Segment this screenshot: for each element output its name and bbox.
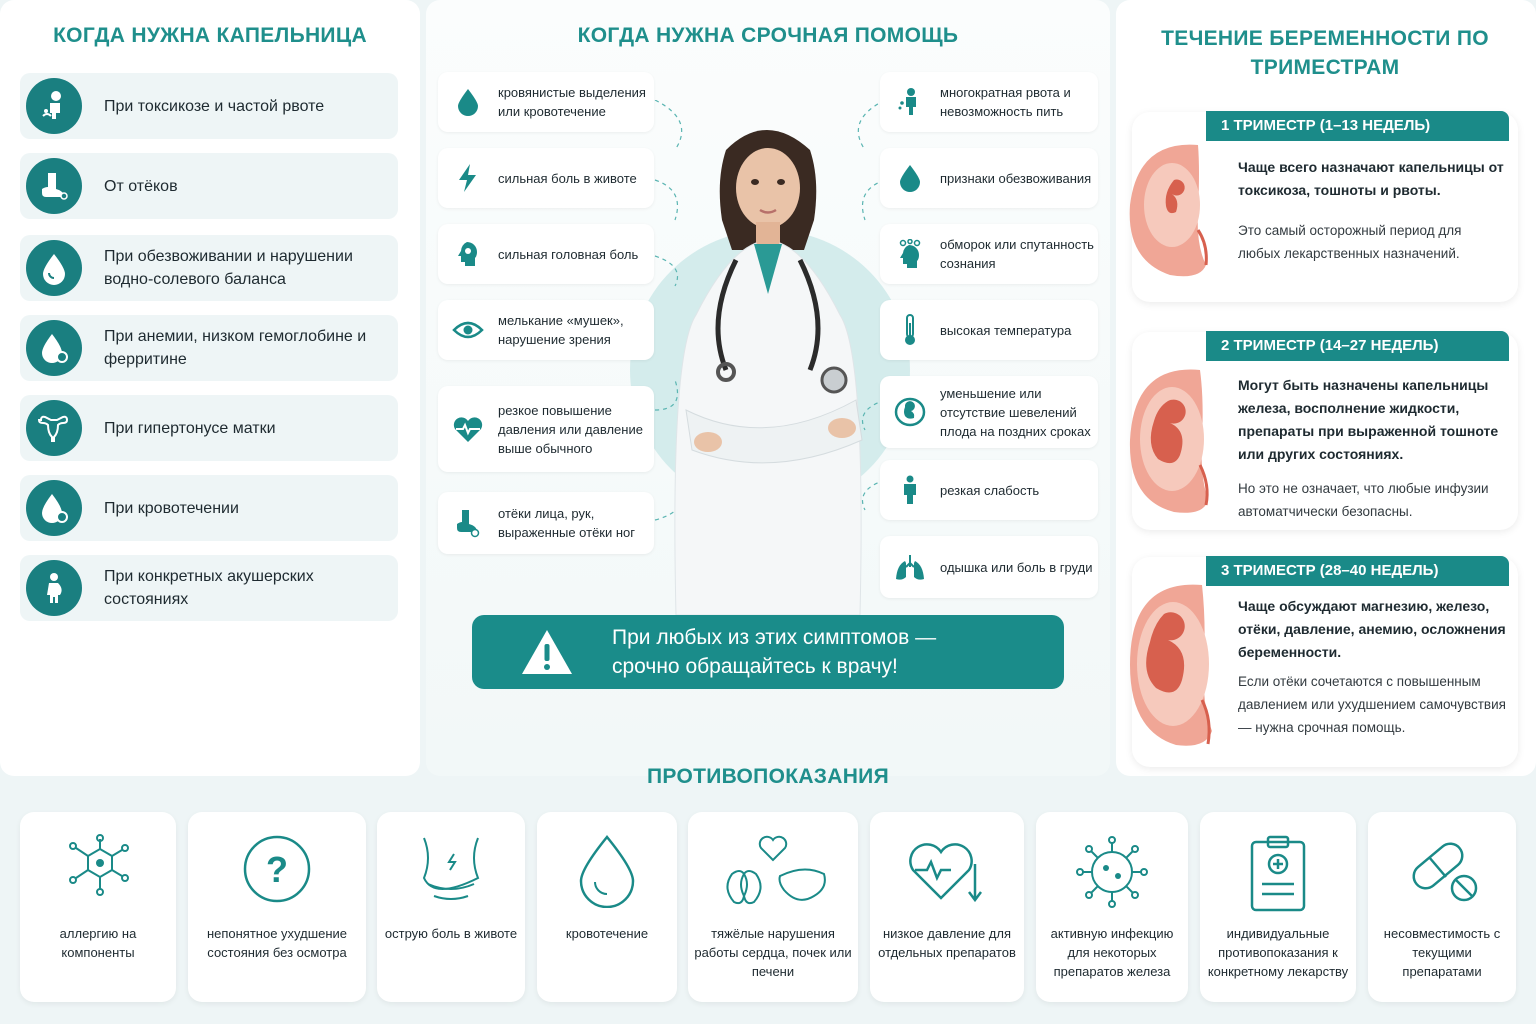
trimester-tab: 1 ТРИМЕСТР (1–13 НЕДЕЛЬ) — [1206, 111, 1509, 141]
urgent-item — [880, 300, 1098, 360]
contraindications-title: ПРОТИВОПОКАЗАНИЯ — [647, 765, 889, 788]
urgent-item — [880, 72, 1098, 132]
list-item-label: При токсикозе и частой рвоте — [104, 97, 325, 115]
list-item — [20, 153, 398, 219]
lightning-icon — [444, 163, 492, 193]
list-item — [20, 235, 398, 301]
middle-section-title: КОГДА НУЖНА СРОЧНАЯ ПОМОЩЬ — [577, 24, 959, 47]
urgent-item-label: отёки лица, рук, выраженные отёки ног — [498, 506, 636, 540]
contraindication-label: острую боль в животе — [384, 926, 518, 941]
list-item — [20, 395, 398, 461]
lungs-icon — [886, 553, 934, 581]
urgent-item — [880, 148, 1098, 208]
blood-drop-icon — [26, 480, 82, 536]
eye-icon — [444, 320, 492, 340]
pills-icon — [1368, 834, 1516, 904]
head-pain-icon — [444, 240, 492, 268]
urgent-item — [438, 492, 654, 554]
trimester-tab: 3 ТРИМЕСТР (28–40 НЕДЕЛЬ) — [1206, 556, 1509, 586]
pregnant-woman-icon — [26, 560, 82, 616]
weak-person-icon — [886, 475, 934, 505]
trimester-bold-text: Чаще всего назначают капельницы от токсикоза, тошноты и рвоты. — [1238, 159, 1504, 198]
urgent-item — [438, 224, 654, 284]
list-item-label: При анемии, низком гемоглобине и ферритине — [104, 328, 367, 368]
uterus-trimester-2-illustration — [1128, 365, 1228, 515]
contraindication-card — [1200, 812, 1356, 1002]
contraindication-label: индивидуальные противопоказания к конкретному лекарству — [1207, 926, 1349, 979]
abdomen-pain-icon — [377, 834, 525, 906]
urgent-item — [880, 536, 1098, 598]
drop-icon — [444, 88, 492, 116]
list-item-label: При кровотечении — [104, 499, 239, 517]
contraindication-card — [20, 812, 176, 1002]
list-item — [20, 555, 398, 621]
urgent-item — [880, 460, 1098, 520]
trimester-bold-text: Могут быть назначены капельницы железа, восполнение жидкости, препараты при выраженной тошноте или других состояниях. — [1238, 377, 1499, 462]
contraindication-label: тяжёлые нарушения работы сердца, почек или печени — [694, 926, 852, 979]
warning-icon — [512, 627, 582, 677]
urgent-item — [880, 224, 1098, 284]
blood-drop-icon — [26, 320, 82, 376]
urgent-item-label: резкая слабость — [940, 482, 1040, 498]
heart-low-pressure-icon — [870, 834, 1024, 906]
urgent-item-label: уменьшение или отсутствие шевелений плода на поздних сроках — [940, 385, 1091, 439]
contraindication-label: непонятное ухудшение состояния без осмотра — [206, 926, 348, 960]
left-section-title: КОГДА НУЖНА КАПЕЛЬНИЦА — [53, 24, 367, 47]
trimester-text: Если отёки сочетаются с повышенным давлением или ухудшением самочувствия — нужна срочная помощь. — [1238, 674, 1506, 735]
contraindication-label: активную инфекцию для некоторых препаратов железа — [1050, 926, 1174, 979]
contraindication-card — [1368, 812, 1516, 1002]
urgent-item-label: обморок или спутанность сознания — [940, 237, 1094, 271]
urgent-item-label: кровянистые выделения или кровотечение — [498, 85, 646, 119]
fetus-icon — [886, 397, 934, 427]
swollen-foot-icon — [26, 158, 82, 214]
contraindication-label: низкое давление для отдельных препаратов — [878, 926, 1016, 960]
svg-text:?: ? — [266, 849, 288, 890]
contraindication-label: кровотечение — [565, 926, 649, 941]
question-icon — [188, 834, 366, 904]
alert-text: При любых из этих симптомов — срочно обращайтесь к врачу! — [612, 626, 937, 678]
contraindication-card — [688, 812, 858, 1002]
urgent-item — [880, 376, 1098, 448]
nausea-person-icon — [26, 78, 82, 134]
urgent-item-label: резкое повышение давления или давление выше обычного — [498, 402, 643, 456]
medical-clipboard-icon — [1200, 834, 1356, 914]
urgent-alert-banner — [472, 615, 1064, 689]
list-item — [20, 475, 398, 541]
contraindication-label: несовместимость с текущими препаратами — [1383, 926, 1501, 979]
molecule-icon — [20, 834, 176, 904]
urgent-item-label: одышка или боль в груди — [940, 559, 1093, 575]
urgent-item — [438, 72, 654, 132]
uterus-trimester-3-illustration — [1128, 580, 1228, 750]
urgent-item-label: сильная боль в животе — [498, 170, 637, 186]
list-item-label: При обезвоживании и нарушении водно-солевого баланса — [104, 248, 353, 288]
thermometer-icon — [886, 313, 934, 347]
urgent-item — [438, 148, 654, 208]
uterus-trimester-1-illustration — [1128, 140, 1228, 280]
list-item — [20, 315, 398, 381]
right-section-title: ТЕЧЕНИЕ БЕРЕМЕННОСТИ ПО ТРИМЕСТРАМ — [1161, 27, 1489, 79]
urgent-item-label: сильная головная боль — [498, 246, 639, 262]
urgent-item — [438, 386, 654, 472]
contraindication-card — [537, 812, 677, 1002]
contraindication-card — [1036, 812, 1188, 1002]
urgent-item-label: признаки обезвоживания — [940, 170, 1092, 186]
urgent-item — [438, 300, 654, 360]
contraindication-label: аллергию на компоненты — [59, 926, 137, 960]
trimester-bold-text: Чаще обсуждают магнезию, железо, отёки, давление, анемию, осложнения беременности. — [1238, 598, 1506, 660]
organs-icon — [688, 834, 858, 910]
contraindication-card — [188, 812, 366, 1002]
heart-pulse-icon — [444, 415, 492, 443]
virus-icon — [1036, 834, 1188, 910]
trimester-text: Это самый осторожный период для любых лекарственных назначений. — [1238, 223, 1462, 261]
water-drop-icon — [26, 240, 82, 296]
contraindication-card — [377, 812, 525, 1002]
urgent-item-label: мелькание «мушек», нарушение зрения — [498, 313, 624, 347]
list-item-label: При конкретных акушерских состояниях — [104, 568, 314, 608]
contraindication-card — [870, 812, 1024, 1002]
swollen-foot-icon — [444, 508, 492, 538]
urgent-item-label: многократная рвота и невозможность пить — [940, 85, 1071, 119]
drop-icon — [886, 164, 934, 192]
drop-icon — [537, 834, 677, 908]
trimester-text: Но это не означает, что любые инфузии автоматчически безопасны. — [1238, 481, 1489, 519]
urgent-item-label: высокая температура — [940, 322, 1072, 338]
list-item-label: От отёков — [104, 177, 178, 195]
dizzy-head-icon — [886, 239, 934, 269]
doctor-illustration — [656, 110, 880, 615]
list-item — [20, 73, 398, 139]
trimester-tab: 2 ТРИМЕСТР (14–27 НЕДЕЛЬ) — [1206, 331, 1509, 361]
list-item-label: При гипертонусе матки — [104, 419, 276, 437]
vomit-person-icon — [886, 87, 934, 117]
uterus-icon — [26, 400, 82, 456]
